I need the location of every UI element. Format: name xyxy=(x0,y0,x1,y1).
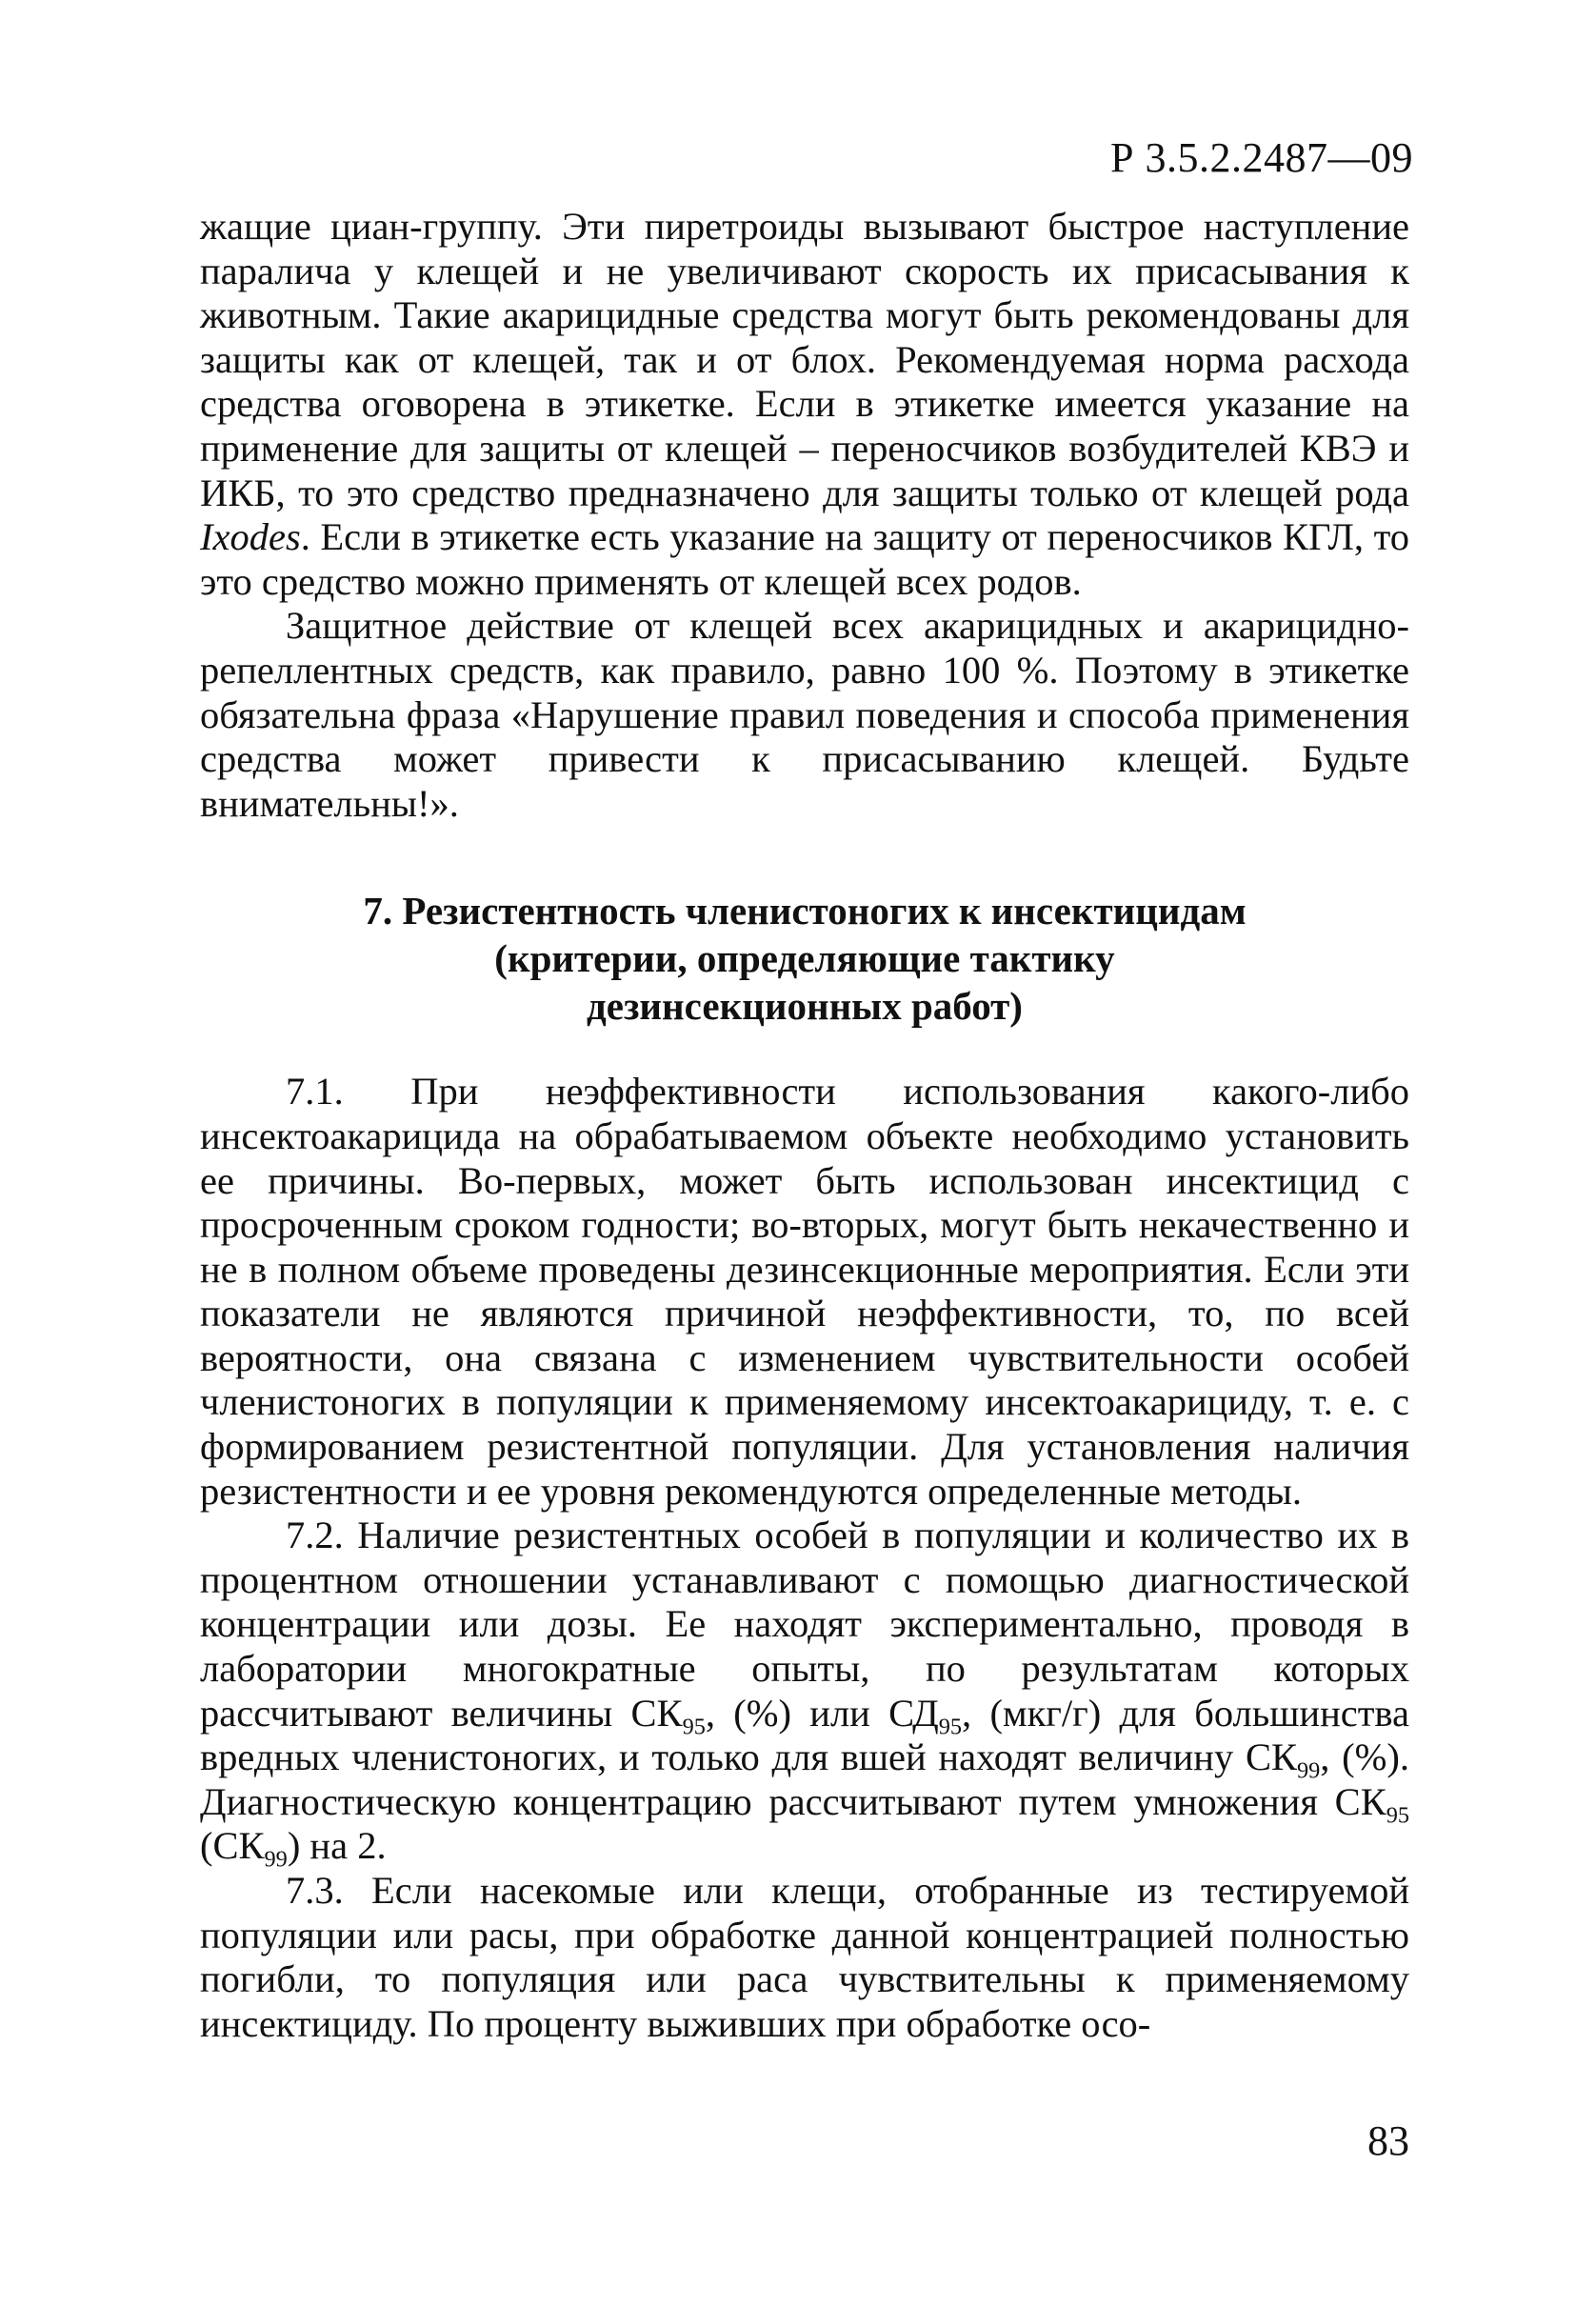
text-run: жащие циан-группу. Эти пиретроиды вызывают быстрое наступление паралича у клещей и не увеличивают скорость их присасывания к животным. Такие акарицидные средства могут быть рекомендованы для защиты как от клещей, так и от блох. Рекомендуемая норма расхода средства оговорена в этикетке. Если в этикетке имеется указание на применение для защиты от клещей – переносчиков возбудителей КВЭ и ИКБ, то это средство предназначено для защиты только от клещей рода xyxy=(200,205,1409,514)
section-heading-line: (критерии, определяющие тактику xyxy=(494,936,1115,981)
paragraph xyxy=(200,1869,1409,2046)
paragraph xyxy=(200,1070,1409,1514)
body-text xyxy=(200,205,1409,2046)
subscript: 99 xyxy=(1296,1757,1321,1784)
page-number: 83 xyxy=(1367,2117,1409,2164)
text-run: Защитное действие от клещей всех акарицидных и акарицидно-репеллентных средств, как правило, равно 100 %. Поэтому в этикетке обязательна фраза «Нарушение правил поведения и способа применения средства может привести к присасыванию клещей. Будьте внимательны!». xyxy=(200,604,1409,825)
subscript: 99 xyxy=(264,1846,288,1873)
text-run: . Если в этикетке есть указание на защиту от переносчиков КГЛ, то это средство можно применять от клещей всех родов. xyxy=(200,515,1409,603)
paragraphs-after xyxy=(200,1070,1409,2046)
text-run: 7.3. Если насекомые или клещи, отобранные из тестируемой популяции или расы, при обработке данной концентрацией полностью погибли, то популяция или раса чувствительны к применяемому инсектициду. По проценту выживших при обработке осо- xyxy=(200,1869,1409,2045)
subscript: 95 xyxy=(682,1714,706,1740)
paragraph xyxy=(200,604,1409,826)
text-run: , (%). Диагностическую концентрацию рассчитывают путем умножения СК xyxy=(200,1735,1409,1823)
text-run: (СК xyxy=(200,1824,265,1868)
text-run: 7.2. Наличие резистентных особей в популяции и количество их в процентном отношении устанавливают с помощью диагностической концентрации или дозы. Ее находят экспериментально, проводя в лаборатории многократные опыты, по результатам которых рассчитывают величины СК xyxy=(200,1514,1409,1735)
paragraph xyxy=(200,205,1409,604)
subscript: 95 xyxy=(938,1714,963,1740)
text-run: 7.1. При неэффективности использования какого-либо инсектоакарицида на обрабатываемом объекте необходимо установить ее причины. Во-первых, может быть использован инсектицид с просроченным сроком годности; во-вторых, могут быть некачественно и не в полном объеме проведены дезинсекционные мероприятия. Если эти показатели не являются причиной неэффективности, то, по всей вероятности, она связана с изменением чувствительности особей членистоногих в популяции к применяемому инсектоакарициду, т. е. с формированием резистентной популяции. Для установления наличия резистентности и ее уровня рекомендуются определенные методы. xyxy=(200,1070,1409,1513)
paragraph xyxy=(200,1514,1409,1873)
subscript: 95 xyxy=(1386,1802,1409,1829)
text-run: , (мкг/г) для большинства вредных членистоногих, и только для вшей находят величину СК xyxy=(200,1691,1409,1779)
italic-term: Ixodes xyxy=(200,515,301,559)
section-heading xyxy=(200,887,1409,1030)
paragraphs-before xyxy=(200,205,1409,826)
text-run: , (%) или СД xyxy=(705,1691,939,1735)
section-heading-line: 7. Резистентность членистоногих к инсектицидам xyxy=(363,889,1247,933)
document-code: Р 3.5.2.2487—09 xyxy=(1110,134,1413,181)
section-heading-line: дезинсекционных работ) xyxy=(587,984,1023,1029)
text-run: ) на 2. xyxy=(287,1824,387,1868)
